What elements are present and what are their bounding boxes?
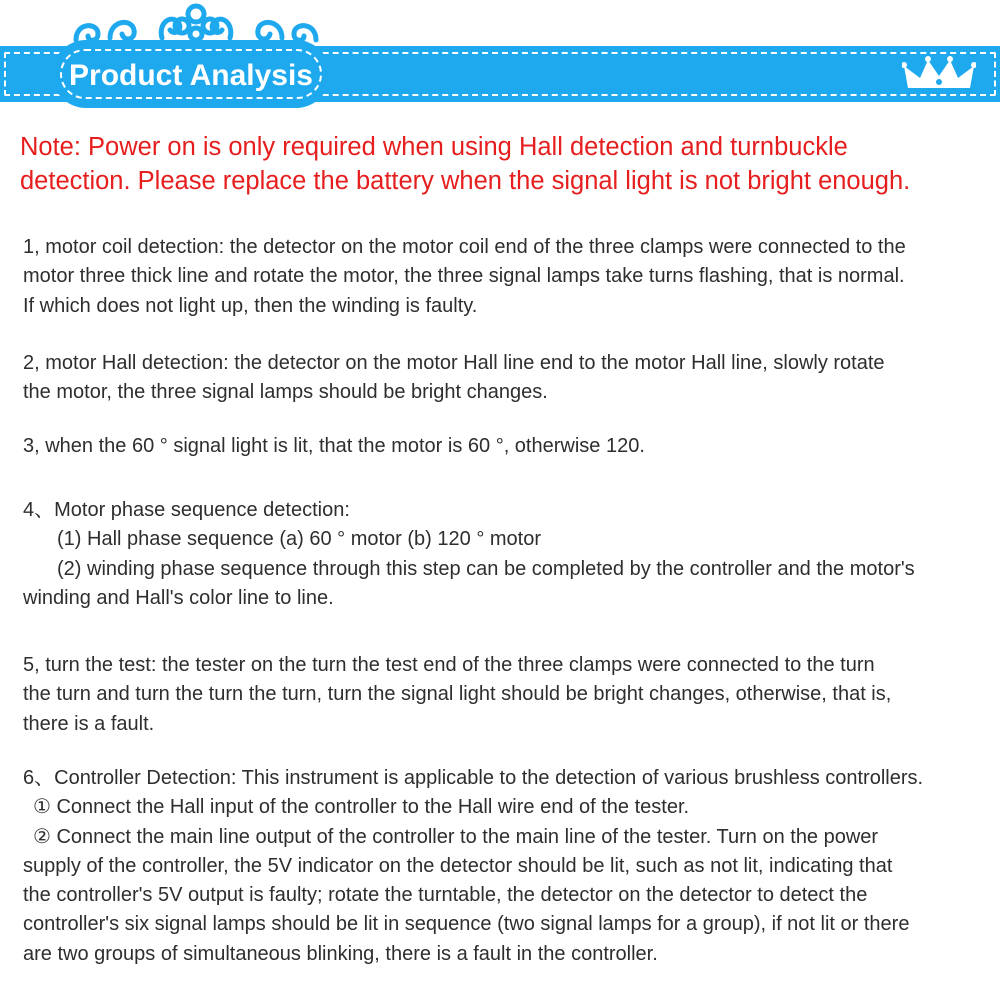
- section-controller-detection: [23, 764, 988, 969]
- section-line: there is a fault.: [23, 712, 155, 735]
- section-phase-sequence-detection: [23, 496, 988, 613]
- section-line: If which does not light up, then the winding is faulty.: [23, 294, 478, 317]
- section-motor-coil-detection: [23, 233, 988, 321]
- phase-item-hall: (1) Hall phase sequence (a) 60 ° motor (b) 120 ° motor: [57, 528, 541, 551]
- controller-step-continued: are two groups of simultaneous blinking, there is a fault in the controller.: [23, 942, 658, 965]
- controller-step-continued: controller's six signal lamps should be lit in sequence (two signal lamps for a group), if not lit or there: [23, 913, 910, 936]
- note-line: detection. Please replace the battery when the signal light is not bright enough.: [20, 167, 911, 195]
- page-title: Product Analysis: [69, 59, 313, 92]
- section-line: 1, motor coil detection: the detector on the motor coil end of the three clamps were connected to the: [23, 236, 906, 258]
- section-line: 5, turn the test: the tester on the turn the test end of the three clamps were connected to the turn: [23, 654, 875, 676]
- section-turn-test: [23, 651, 988, 739]
- section-signal-light-angle: [23, 432, 988, 461]
- controller-step-main-line: ② Connect the main line output of the controller to the main line of the tester. Turn on the power: [33, 825, 879, 848]
- section-motor-hall-detection: [23, 349, 988, 408]
- section-heading: 4、Motor phase sequence detection:: [23, 499, 350, 521]
- crown-icon: [902, 54, 976, 94]
- section-line: the motor, the three signal lamps should be bright changes.: [23, 381, 548, 404]
- header: [0, 0, 1000, 115]
- controller-step-continued: the controller's 5V output is faulty; rotate the turntable, the detector on the detector to detect the: [23, 884, 868, 907]
- power-note: [20, 130, 990, 198]
- section-heading: 6、Controller Detection: This instrument is applicable to the detection of various brushless controllers.: [23, 767, 924, 789]
- section-line: 2, motor Hall detection: the detector on the motor Hall line end to the motor Hall line, slowly rotate: [23, 352, 885, 374]
- section-line: 3, when the 60 ° signal light is lit, that the motor is 60 °, otherwise 120.: [23, 435, 645, 457]
- section-line: motor three thick line and rotate the motor, the three signal lamps take turns flashing, that is normal.: [23, 265, 905, 288]
- section-line: the turn and turn the turn the turn, turn the signal light should be bright changes, otherwise, that is,: [23, 683, 892, 706]
- note-line: Note: Power on is only required when using Hall detection and turnbuckle: [20, 133, 848, 161]
- controller-step-continued: supply of the controller, the 5V indicator on the detector should be lit, such as not lit, indicating that: [23, 854, 893, 877]
- controller-step-hall: ① Connect the Hall input of the controller to the Hall wire end of the tester.: [33, 796, 690, 819]
- phase-item-winding: (2) winding phase sequence through this step can be completed by the controller and the motor's: [57, 557, 915, 580]
- phase-item-winding-continued: winding and Hall's color line to line.: [23, 586, 334, 609]
